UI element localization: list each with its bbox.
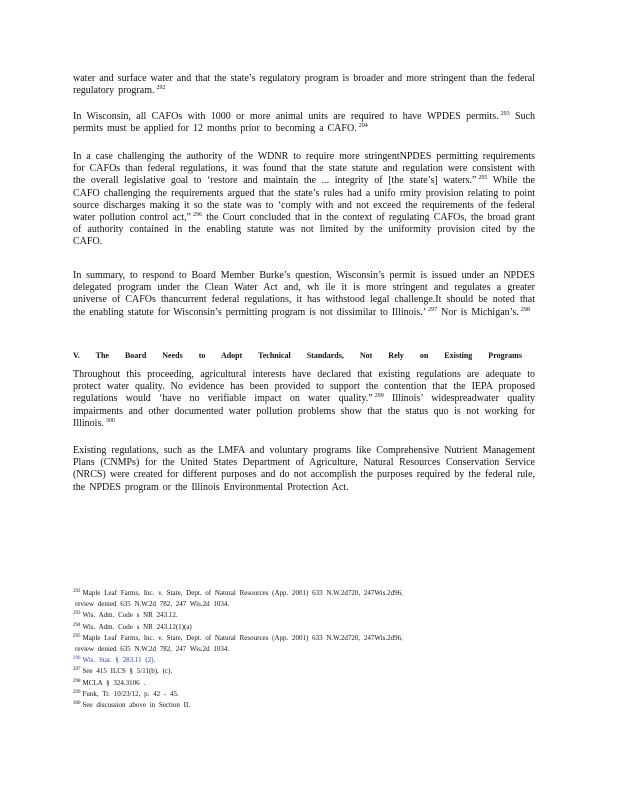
footnote-number: 300 — [73, 701, 81, 707]
paragraph — [73, 445, 535, 494]
footnote-text: Maple Leaf Farms, Inc. v. State, Dept. of Natural Resources (App. 2001) 633 N.W.2d720, 247Wis.2d96, — [82, 633, 403, 642]
footnote — [73, 689, 543, 700]
footnote-text[interactable]: Wis. Stat. § 283.11 (2). — [82, 656, 156, 665]
paragraph-text: Throughout this proceeding, agricultural interests have declared that existing regulations are adequate to protect water quality. No evidence has been provided to support the contention that the IEPA proposed regulations would ‘have no verifiable impact on water quality.” — [73, 369, 535, 405]
footnote — [73, 666, 543, 677]
footnote-ref[interactable]: 300 — [105, 417, 115, 424]
footnote-text: Funk, Tr. 10/23/12, p. 42 - 45. — [82, 689, 179, 698]
footnote-text: See discussion above in Section II. — [82, 701, 191, 710]
footnote-ref[interactable]: 295 — [478, 175, 488, 182]
footnote-number: 294 — [73, 622, 81, 628]
footnote-link[interactable] — [73, 655, 543, 666]
paragraph-text: In Wisconsin, all CAFOs with 1000 or more animal units are required to have WPDES permits. — [73, 111, 499, 122]
footnote-number: 297 — [73, 667, 81, 673]
footnote-ref[interactable]: 298 — [520, 306, 530, 313]
footnote-text: Wis. Adm. Code s NR 243.12. — [82, 611, 178, 620]
footnote-text: review denied 635 N.W.2d 782, 247 Wis.2d 1034. — [75, 600, 230, 609]
paragraph-text: Such permits must be applied for 12 months prior to becoming a CAFO. — [73, 111, 536, 135]
section-heading: V. The Board Needs to Adopt Technical Standards, Not Rely on Existing Programs — [73, 351, 522, 360]
footnote-ref[interactable]: 294 — [358, 123, 368, 130]
footnotes-section — [73, 588, 543, 711]
paragraph-text: In a case challenging the authority of the WDNR to require more stringentNPDES permitting requirements for CAFOs than federal regulations, it was found that the state statute and regulation were consistent with the overall legislative goal to ‘restore and maintain the ... integrity of [the state’s] waters.” — [73, 151, 535, 187]
footnote-number: 293 — [73, 611, 81, 617]
footnote-text: See 415 ILCS § 5/11(b), (c). — [82, 667, 173, 676]
footnote-ref[interactable]: 297 — [428, 306, 438, 313]
footnote-text: MCLA § 324.3106 . — [82, 678, 146, 687]
footnote — [73, 599, 543, 610]
footnote — [73, 588, 543, 599]
footnote — [73, 622, 543, 633]
paragraph-text: the Court concluded that in the context of regulating CAFOs, the broad grant of authority contained in the enabling statute was not limited by the uniformity provision cited by the CAFO. — [73, 212, 536, 248]
footnote-number: 298 — [73, 678, 81, 684]
paragraph-text: Illinois’ widespreadwater quality impairments and other documented water pollution problems show that the status quo is not working for Illinois. — [73, 393, 536, 429]
paragraph-text: Nor is Michigan’s. — [441, 306, 519, 318]
paragraph — [73, 73, 535, 97]
footnote — [73, 644, 543, 655]
footnote-number: 296 — [73, 656, 81, 662]
paragraph — [73, 270, 535, 319]
footnote-ref[interactable]: 299 — [374, 393, 384, 400]
footnote-text: review denied 635 N.W.2d 782, 247 Wis.2d 1034. — [75, 645, 230, 654]
footnote-number: 299 — [73, 689, 81, 695]
footnote-text: Maple Leaf Farms, Inc. v. State, Dept. of Natural Resources (App. 2001) 633 N.W.2d720, 247Wis.2d96, — [82, 589, 403, 597]
paragraph — [73, 111, 535, 135]
paragraph-text: In summary, to respond to Board Member Burke’s question, Wisconsin’s permit is issued under an NPDES delegated program under the Clean Water Act and, wh ile it is more stringent and regulates a greater universe of CAFOs thancurrent federal regulations, it has withstood legal challenge.It should be noted that the enabling statute for Wisconsin’s permitting program is not dissimilar to Illinois.’ — [73, 270, 535, 318]
footnote — [73, 633, 543, 644]
footnote — [73, 700, 543, 711]
footnote-text: Wis. Adm. Code s NR 243.12(1)(a) — [82, 622, 192, 631]
paragraph-text: Existing regulations, such as the LMFA and voluntary programs like Comprehensive Nutrient Management Plans (CNMPs) for the United States Department of Agriculture, Natural Resources Conservation Service (NRCS) were created for different purposes and do not accomplish the purposes required by the federal rule, the NPDES program or the Illinois Environmental Protection Act. — [73, 445, 535, 493]
footnote-number: 295 — [73, 633, 81, 639]
footnote — [73, 610, 543, 621]
footnote-number: 292 — [73, 589, 81, 594]
paragraph-text: water and surface water and that the state’s regulatory program is broader and more stringent than the federal regulatory program. — [73, 73, 535, 97]
footnote-ref[interactable]: 293 — [500, 111, 510, 117]
paragraph — [73, 151, 535, 249]
paragraph-text: While the CAFO challenging the requirements argued that the state’s rules had a unifo rmity provision relating to point source discharges making it so the state was to ‘comply with and not exceed the requirements of the federal water pollution control act,” — [73, 175, 535, 224]
footnote-ref[interactable]: 296 — [192, 212, 202, 219]
paragraph — [73, 369, 535, 430]
footnote-ref[interactable]: 292 — [156, 85, 166, 92]
footnote — [73, 678, 543, 689]
